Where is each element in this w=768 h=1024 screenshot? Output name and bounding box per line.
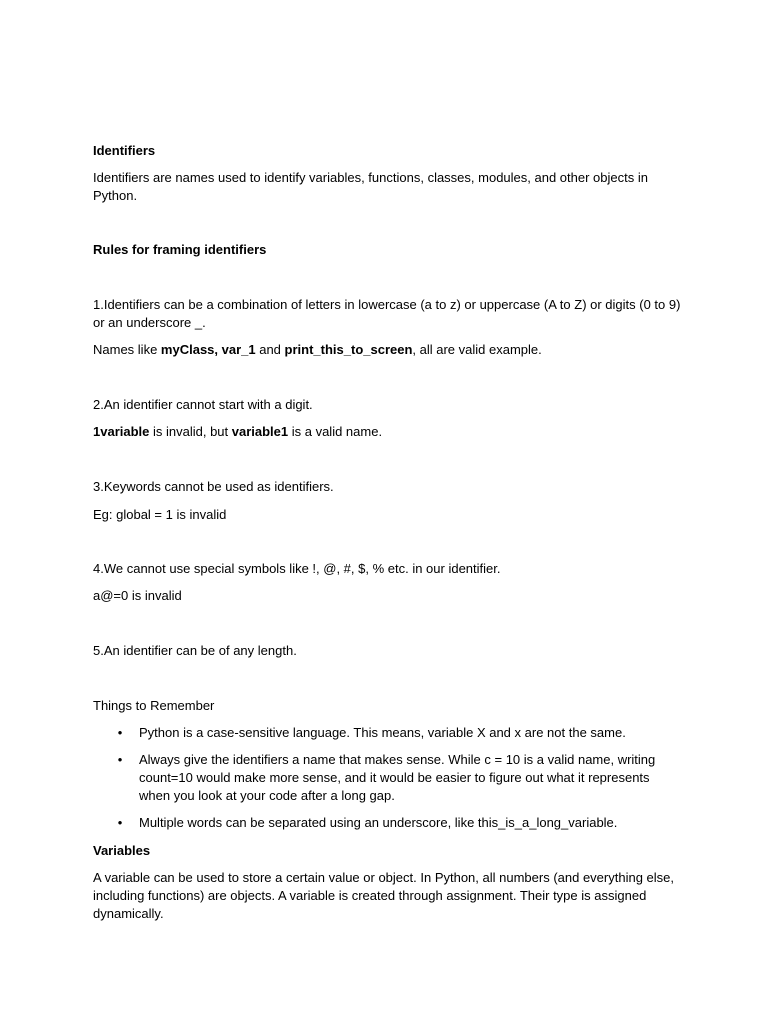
variables-heading <box>93 842 683 860</box>
bullet-icon: • <box>117 752 123 767</box>
rule-1-example-bold-1: myClass, var_1 <box>160 342 256 357</box>
rules-heading-text: Rules for framing identifiers <box>93 242 267 257</box>
list-item-text: Always give the identifiers a name that makes sense. While c = 10 is a valid name, writing count=10 would make more sense, and it would be easier to figure out what it represents when you look at your code after a long gap. <box>139 752 656 803</box>
rule-1-example <box>93 341 683 359</box>
list-item-text: Multiple words can be separated using an underscore, like this_is_a_long_variable. <box>139 815 618 830</box>
list-item-text: Python is a case-sensitive language. This means, variable X and x are not the same. <box>139 725 626 740</box>
rule-1-example-suffix: , all are valid example. <box>412 342 542 357</box>
variables-heading-text: Variables <box>93 843 151 858</box>
rule-5-text: 5.An identifier can be of any length. <box>93 643 297 658</box>
rule-2-example <box>93 423 683 441</box>
identifiers-heading-text: Identifiers <box>93 143 156 158</box>
rule-1-example-mid: and <box>255 342 285 357</box>
rule-3-example: Eg: global = 1 is invalid <box>93 507 227 522</box>
rule-2-example-bold-1: 1variable <box>93 424 150 439</box>
bullet-icon: • <box>117 725 123 740</box>
identifiers-intro: Identifiers are names used to identify variables, functions, classes, modules, and other objects in Python. <box>93 170 648 203</box>
rule-4-example: a@=0 is invalid <box>93 588 182 603</box>
rules-heading <box>93 241 683 259</box>
rule-3-text: 3.Keywords cannot be used as identifiers. <box>93 479 334 494</box>
list-item <box>117 724 669 742</box>
bullet-icon: • <box>117 815 123 830</box>
rule-1-example-bold-2: print_this_to_screen <box>284 342 413 357</box>
rule-1-example-prefix: Names like <box>93 342 161 357</box>
rule-1-text: 1.Identifiers can be a combination of letters in lowercase (a to z) or uppercase (A to Z) or digits (0 to 9) or an underscore _. <box>93 297 681 330</box>
list-item <box>117 751 669 805</box>
rule-2-example-mid: is invalid, but <box>149 424 232 439</box>
list-item <box>117 814 669 832</box>
rule-2-example-suffix: is a valid name. <box>288 424 383 439</box>
rule-2-example-bold-2: variable1 <box>231 424 289 439</box>
variables-intro: A variable can be used to store a certain value or object. In Python, all numbers (and everything else, including functions) are objects. A variable is created through assignment. Their type is assigned dynamically. <box>93 870 675 921</box>
remember-heading: Things to Remember <box>93 698 215 713</box>
identifiers-heading <box>93 142 683 160</box>
rule-2-text: 2.An identifier cannot start with a digit. <box>93 397 313 412</box>
rule-4-text: 4.We cannot use special symbols like !, @, #, $, % etc. in our identifier. <box>93 561 501 576</box>
